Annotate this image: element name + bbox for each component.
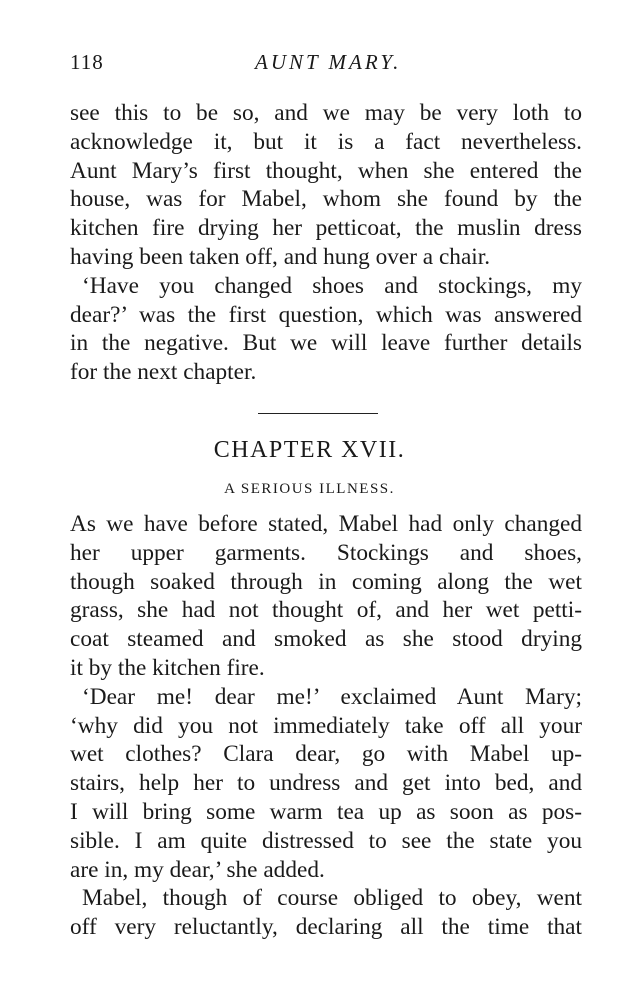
body-line: I will bring some warm tea up as soon as pos- bbox=[70, 798, 582, 825]
chapter-subtitle: A SERIOUS ILLNESS. bbox=[224, 481, 395, 497]
body-line: off very reluctantly, declaring all the time that bbox=[70, 914, 582, 941]
body-line: dear?’ was the first question, which was answered bbox=[70, 301, 582, 328]
section-divider bbox=[258, 413, 378, 414]
body-line: it by the kitchen fire. bbox=[70, 654, 265, 681]
body-line: kitchen fire drying her petticoat, the muslin dress bbox=[70, 215, 582, 242]
body-line: sible. I am quite distressed to see the state you bbox=[70, 827, 582, 854]
running-title: AUNT MARY. bbox=[255, 50, 402, 74]
body-line: coat steamed and smoked as she stood drying bbox=[70, 626, 582, 653]
body-line: house, was for Mabel, whom she found by the bbox=[70, 186, 582, 213]
body-line: ‘Have you changed shoes and stockings, my bbox=[82, 272, 582, 299]
body-line: having been taken off, and hung over a chair. bbox=[70, 243, 491, 270]
running-header bbox=[70, 50, 582, 80]
body-line: Mabel, though of course obliged to obey, went bbox=[82, 885, 582, 912]
body-line: grass, she had not thought of, and her wet petti- bbox=[70, 597, 582, 624]
body-line: acknowledge it, but it is a fact nevertheless. bbox=[70, 128, 582, 155]
body-line: wet clothes? Clara dear, go with Mabel up- bbox=[70, 741, 582, 768]
body-line: Aunt Mary’s first thought, when she entered the bbox=[70, 157, 582, 184]
chapter-title: CHAPTER XVII. bbox=[213, 437, 406, 463]
body-line: ‘why did you not immediately take off all your bbox=[70, 712, 582, 739]
text-section-2 bbox=[70, 510, 582, 942]
body-line: As we have before stated, Mabel had only changed bbox=[70, 511, 582, 537]
body-line: her upper garments. Stockings and shoes, bbox=[70, 539, 582, 566]
body-line: though soaked through in coming along the wet bbox=[70, 568, 582, 595]
page-number: 118 bbox=[70, 50, 104, 74]
body-line: in the negative. But we will leave further details bbox=[70, 330, 582, 357]
body-line: ‘Dear me! dear me!’ exclaimed Aunt Mary; bbox=[82, 683, 582, 710]
body-line: stairs, help her to undress and get into bed, and bbox=[70, 770, 582, 797]
body-line: see this to be so, and we may be very loth to bbox=[70, 100, 582, 126]
body-line: for the next chapter. bbox=[70, 359, 257, 386]
body-line: are in, my dear,’ she added. bbox=[70, 856, 325, 883]
text-section-1 bbox=[70, 99, 582, 387]
